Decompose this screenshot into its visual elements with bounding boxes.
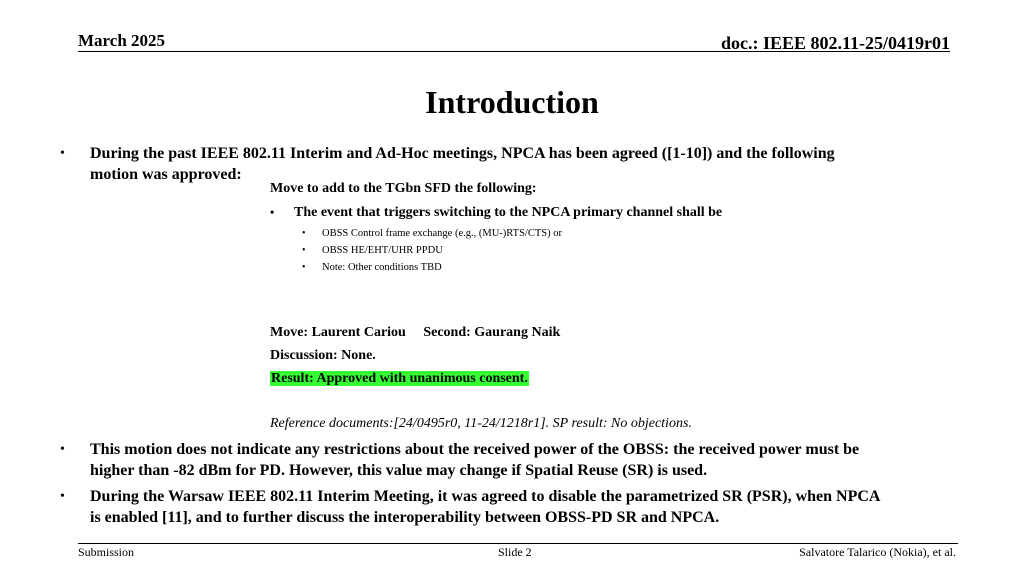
motion-main-item-text: The event that triggers switching to the NPCA primary channel shall be xyxy=(294,205,723,220)
bullet-dot: • xyxy=(60,146,65,161)
bullet-3 xyxy=(0,486,1024,530)
footer-submission: Submission xyxy=(78,545,135,559)
bullet-1-line-1: During the past IEEE 802.11 Interim and Ad-Hoc meetings, NPCA has been agreed ([1-10]) and the following xyxy=(90,145,835,162)
header-doc-id: doc.: IEEE 802.11-25/0419r01 xyxy=(720,33,950,53)
bullet-dot: • xyxy=(270,205,275,219)
header-divider xyxy=(78,51,950,52)
motion-reference: Reference documents:[24/0495r0, 11-24/1218r1]. SP result: No objections. xyxy=(270,416,692,431)
motion-discussion: Discussion: None. xyxy=(270,348,376,363)
header-date: March 2025 xyxy=(78,31,166,50)
motion-result-row xyxy=(270,371,529,387)
bullet-dot: • xyxy=(302,228,306,239)
bullet-2-line-2: higher than -82 dBm for PD. However, this value may change if Spatial Reuse (SR) is used. xyxy=(90,462,708,479)
motion-block xyxy=(270,181,870,276)
motion-sub-item: • Note: Other conditions TBD xyxy=(322,259,870,276)
footer-slide-number: Slide 2 xyxy=(498,545,532,559)
bullet-2-line-1: This motion does not indicate any restrictions about the received power of the OBSS: the received power must be xyxy=(90,441,860,458)
bullet-dot: • xyxy=(60,442,65,457)
bullet-dot: • xyxy=(302,245,306,256)
footer-author: Salvatore Talarico (Nokia), et al. xyxy=(799,545,956,559)
motion-sub-list xyxy=(270,225,870,276)
bullet-1-line-2: motion was approved: xyxy=(90,166,242,183)
bullet-3-line-2: is enabled [11], and to further discuss the interoperability between OBSS-PD SR and NPCA. xyxy=(90,509,720,526)
motion-main-item xyxy=(270,205,870,221)
motion-sub-item: • OBSS Control frame exchange (e.g., (MU-)RTS/CTS) or xyxy=(322,225,870,242)
slide-title: Introduction xyxy=(425,84,599,120)
motion-sub-item: • OBSS HE/EHT/UHR PPDU xyxy=(322,242,870,259)
footer-divider xyxy=(78,543,958,544)
move-by: Move: Laurent Cariou xyxy=(270,325,406,340)
motion-heading: Move to add to the TGbn SFD the following: xyxy=(270,181,537,196)
bullet-dot: • xyxy=(302,262,306,273)
bullet-dot: • xyxy=(60,489,65,504)
motion-result: Result: Approved with unanimous consent. xyxy=(271,371,528,386)
second-by: Second: Gaurang Naik xyxy=(423,325,561,340)
bullet-2 xyxy=(0,439,1024,483)
motion-movers xyxy=(270,325,560,341)
bullet-3-line-1: During the Warsaw IEEE 802.11 Interim Meeting, it was agreed to disable the parametrized SR (PSR), when NPCA xyxy=(90,488,881,505)
